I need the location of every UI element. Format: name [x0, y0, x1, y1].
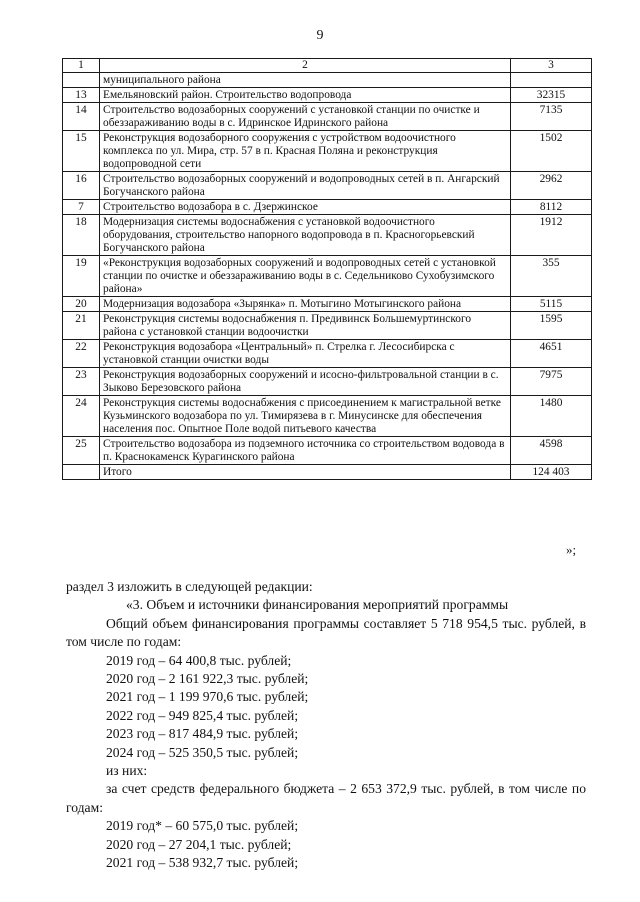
row-num: 22: [63, 340, 100, 368]
row-num: 13: [63, 88, 100, 103]
year-line: 2023 год – 817 484,9 тыс. рублей;: [106, 726, 299, 742]
row-num: 14: [63, 103, 100, 131]
federal-year-line: 2021 год – 538 932,7 тыс. рублей;: [106, 855, 299, 871]
table-row: [63, 437, 592, 465]
table-row: [63, 396, 592, 437]
row-amount: 1912: [511, 215, 592, 256]
row-num: 18: [63, 215, 100, 256]
row-num: 15: [63, 131, 100, 172]
row-amount: 1502: [511, 131, 592, 172]
federal-year-line: 2019 год* – 60 575,0 тыс. рублей;: [106, 818, 299, 834]
table-row: [63, 131, 592, 172]
row-amount: 355: [511, 256, 592, 297]
row-amount: 32315: [511, 88, 592, 103]
table-body: [63, 59, 592, 480]
row-amount: 8112: [511, 200, 592, 215]
table-row: [63, 340, 592, 368]
table-row: [63, 88, 592, 103]
row-amount: 1595: [511, 312, 592, 340]
year-line: 2024 год – 525 350,5 тыс. рублей;: [106, 744, 299, 760]
row-description: Модернизация системы водоснабжения с установкой водоочистного оборудования, строительство напорного водопровода в п. Красногорьевский Богучанского района: [100, 215, 511, 256]
row-amount: 4598: [511, 437, 592, 465]
row-description: «Реконструкция водозаборных сооружений и водопроводных сетей с установкой станции по очистке и обеззараживанию воды в с. Седельниково Сухобузимского района»: [100, 256, 511, 297]
row-num: 23: [63, 368, 100, 396]
table-row: [63, 312, 592, 340]
projects-table: [62, 58, 592, 480]
header-col-3: 3: [511, 59, 592, 73]
row-description: Строительство водозаборных сооружений с установкой станции по очистке и обеззараживанию воды в с. Идринское Идринского района: [100, 103, 511, 131]
table-row: [63, 200, 592, 215]
row-description: Реконструкция системы водоснабжения п. Предивинск Большемуртинского района с установкой станции водоочистки: [100, 312, 511, 340]
row-num: 16: [63, 172, 100, 200]
row-description: Модернизация водозабора «Зырянка» п. Мотыгино Мотыгинского района: [100, 297, 511, 312]
table-row: [63, 172, 592, 200]
table-header-row: [63, 59, 592, 73]
section-3: [66, 578, 586, 873]
row-amount: 7975: [511, 368, 592, 396]
closing-quote: »;: [566, 542, 577, 557]
row-amount: 2962: [511, 172, 592, 200]
row-num: 24: [63, 396, 100, 437]
row-amount: 5115: [511, 297, 592, 312]
table-row: [63, 297, 592, 312]
row-amount: 4651: [511, 340, 592, 368]
table-row: [63, 256, 592, 297]
continuation-amount: [511, 73, 592, 88]
total-amount: 124 403: [511, 465, 592, 480]
federal-years-list: [66, 817, 586, 872]
continuation-num: [63, 73, 100, 88]
page-number: 9: [316, 28, 324, 43]
row-description: Реконструкция системы водоснабжения с присоединением к магистральной ветке Кузьминского водозабора по ул. Тимирязева в г. Минусинске для обеспечения населения пос. Опытное Поле водой питьевого качества: [100, 396, 511, 437]
row-num: 19: [63, 256, 100, 297]
total-label: Итого: [100, 465, 511, 480]
of-which-label: из них:: [106, 763, 148, 779]
year-line: 2019 год – 64 400,8 тыс. рублей;: [106, 652, 292, 668]
header-col-2: 2: [100, 59, 511, 73]
table-total-row: [63, 465, 592, 480]
section-heading: «3. Объем и источники финансирования мероприятий программы: [126, 597, 509, 613]
row-description: Реконструкция водозабора «Центральный» п. Стрелка г. Лесосибирска с установкой станции очистки воды: [100, 340, 511, 368]
total-num: [63, 465, 100, 480]
row-num: 7: [63, 200, 100, 215]
header-col-1: 1: [63, 59, 100, 73]
row-num: 21: [63, 312, 100, 340]
year-line: 2022 год – 949 825,4 тыс. рублей;: [106, 707, 299, 723]
table-row: [63, 215, 592, 256]
row-description: Строительство водозабора в с. Дзержинское: [100, 200, 511, 215]
years-list: [66, 652, 586, 762]
total-financing-text: Общий объем финансирования программы составляет 5 718 954,5 тыс. рублей, в том числе по годам:: [66, 615, 586, 650]
year-line: 2021 год – 1 199 970,6 тыс. рублей;: [106, 689, 309, 705]
row-amount: 1480: [511, 396, 592, 437]
continuation-text: муниципального района: [100, 73, 511, 88]
section-intro: раздел 3 изложить в следующей редакции:: [66, 579, 313, 594]
row-num: 25: [63, 437, 100, 465]
federal-year-line: 2020 год – 27 204,1 тыс. рублей;: [106, 836, 292, 852]
federal-budget-text: за счет средств федерального бюджета – 2 653 372,9 тыс. рублей, в том числе по годам:: [66, 781, 586, 815]
row-description: Емельяновский район. Строительство водопровода: [100, 88, 511, 103]
row-num: 20: [63, 297, 100, 312]
row-description: Реконструкция водозаборных сооружений и исосно-фильтровальной станции в с. Зыково Березовского района: [100, 368, 511, 396]
row-description: Строительство водозаборных сооружений и водопроводных сетей в п. Ангарский Богучанского района: [100, 172, 511, 200]
table-row: [63, 103, 592, 131]
row-description: Реконструкция водозаборного сооружения с устройством водоочистного комплекса по ул. Мира, стр. 57 в п. Красная Поляна и реконструкция водопроводной сети: [100, 131, 511, 172]
year-line: 2020 год – 2 161 922,3 тыс. рублей;: [106, 671, 309, 687]
table-row-continuation: [63, 73, 592, 88]
row-amount: 7135: [511, 103, 592, 131]
table-row: [63, 368, 592, 396]
row-description: Строительство водозабора из подземного источника со строительством водовода в п. Краснокаменск Курагинского района: [100, 437, 511, 465]
